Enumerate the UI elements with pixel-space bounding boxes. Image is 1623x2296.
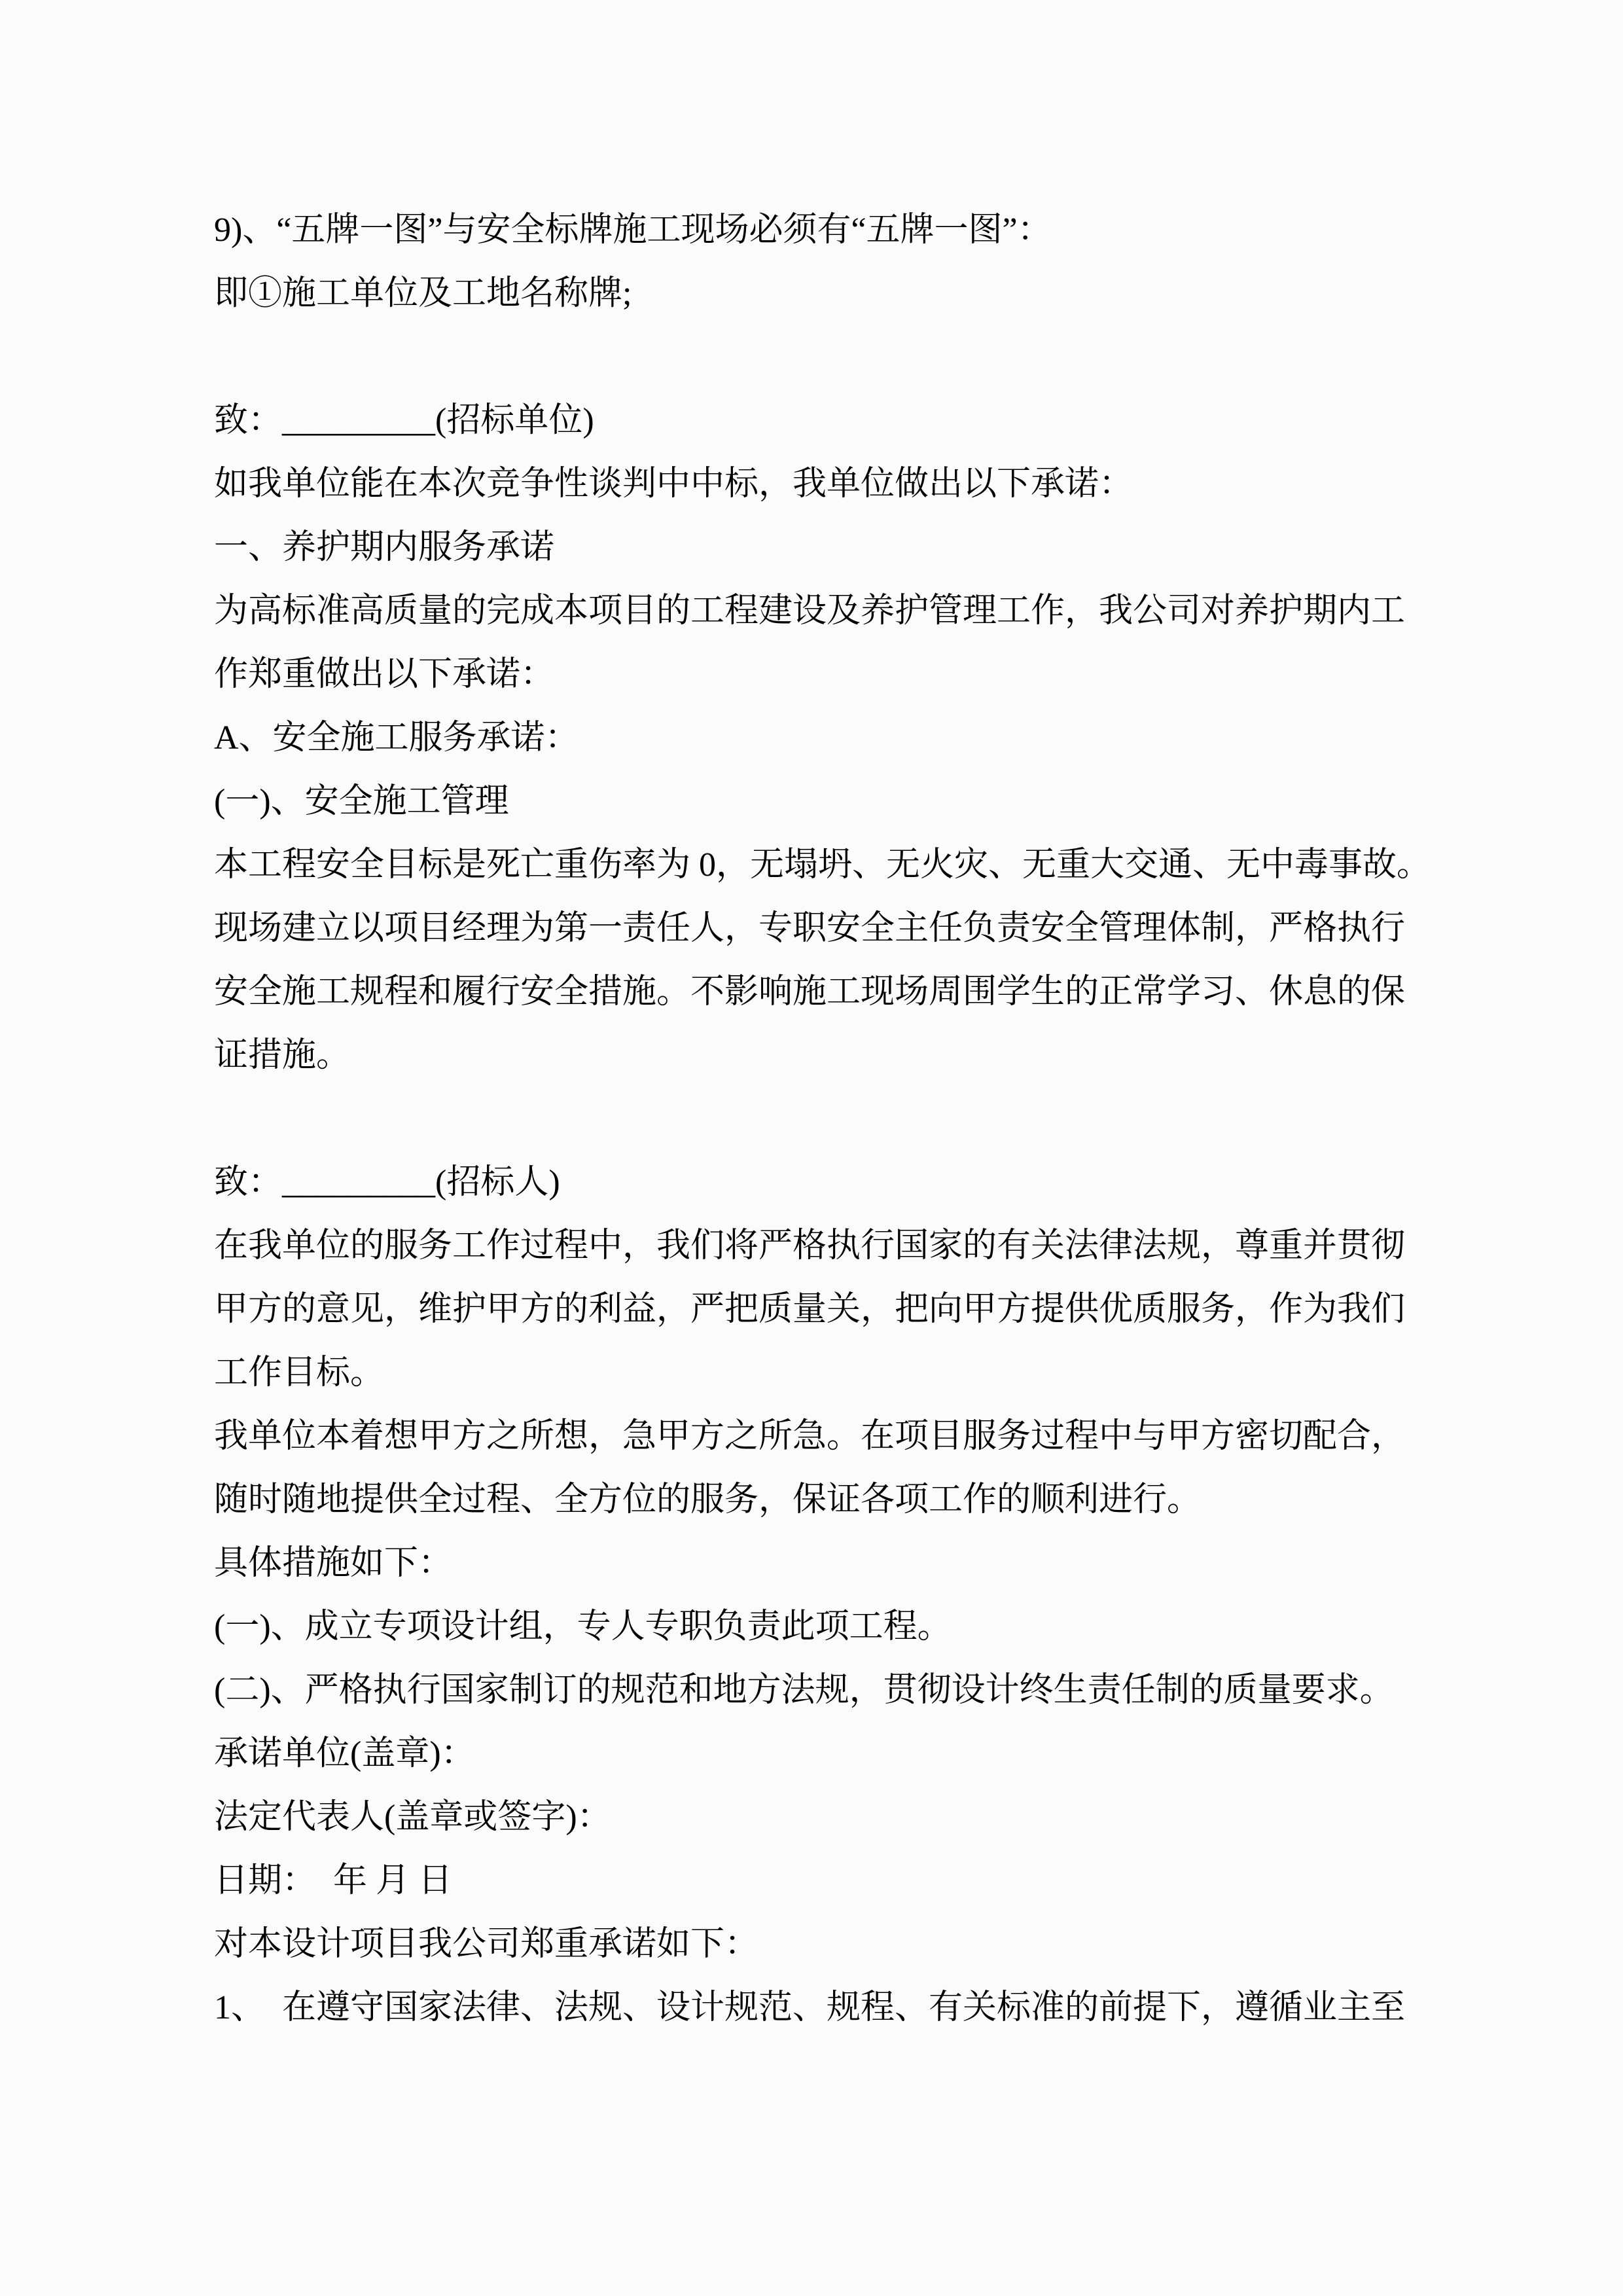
document-line: 安全施工规程和履行安全措施。不影响施工现场周围学生的正常学习、休息的保 <box>214 973 1406 1011</box>
blank-line <box>214 325 1440 389</box>
document-line: 随时随地提供全过程、全方位的服务，保证各项工作的顺利进行。 <box>214 1481 1202 1518</box>
document-line: 如我单位能在本次竞争性谈判中中标，我单位做出以下承诺： <box>214 465 1133 503</box>
document-line: 致：_________(招标单位) <box>214 402 594 439</box>
document-line: 即①施工单位及工地名称牌; <box>214 275 632 312</box>
document-line: 证措施。 <box>214 1037 351 1074</box>
document-line: 法定代表人(盖章或签字)： <box>214 1799 611 1836</box>
document-line: (一)、安全施工管理 <box>214 783 509 820</box>
document-line: 工作目标。 <box>214 1354 385 1391</box>
document-line: 我单位本着想甲方之所想，急甲方之所急。在项目服务过程中与甲方密切配合， <box>214 1418 1406 1455</box>
document-line: 为高标准高质量的完成本项目的工程建设及养护管理工作，我公司对养护期内工 <box>214 592 1406 630</box>
document-line: 具体措施如下： <box>214 1545 453 1582</box>
document-line: 对本设计项目我公司郑重承诺如下： <box>214 1926 759 1963</box>
document-line: 一、养护期内服务承诺 <box>214 529 555 566</box>
document-line: 作郑重做出以下承诺： <box>214 656 555 693</box>
document-line: 致：_________(招标人) <box>214 1164 560 1201</box>
document-line: A、安全施工服务承诺： <box>214 719 579 757</box>
blank-line <box>214 1087 1440 1151</box>
document-line: 日期： 年 月 日 <box>214 1862 453 1899</box>
document-line: (一)、成立专项设计组，专人专职负责此项工程。 <box>214 1608 952 1645</box>
document-line: (二)、严格执行国家制订的规范和地方法规，贯彻设计终生责任制的质量要求。 <box>214 1672 1394 1709</box>
document-line: 在我单位的服务工作过程中，我们将严格执行国家的有关法律法规，尊重并贯彻 <box>214 1227 1406 1265</box>
document-line: 现场建立以项目经理为第一责任人，专职安全主任负责安全管理体制，严格执行 <box>214 910 1406 947</box>
document-line: 9)、“五牌一图”与安全标牌施工现场必须有“五牌一图”： <box>214 211 1052 249</box>
document-line: 甲方的意见，维护甲方的利益，严把质量关，把向甲方提供优质服务，作为我们 <box>214 1291 1406 1328</box>
document-line: 1、 在遵守国家法律、法规、设计规范、规程、有关标准的前提下，遵循业主至 <box>214 1989 1406 2026</box>
document-line: 本工程安全目标是死亡重伤率为 0，无塌坍、无火灾、无重大交通、无中毒事故。 <box>214 846 1431 884</box>
document-line: 承诺单位(盖章)： <box>214 1735 475 1772</box>
